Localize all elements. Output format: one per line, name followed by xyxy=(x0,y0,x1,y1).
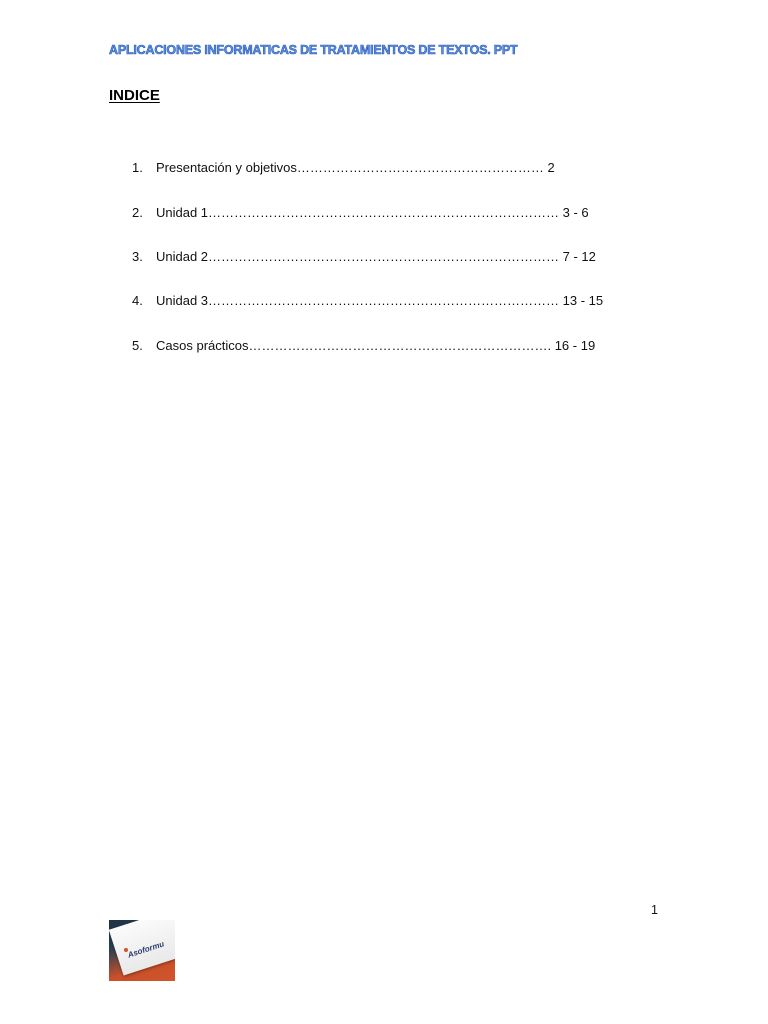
index-heading: INDICE xyxy=(109,87,160,104)
page-number: 1 xyxy=(651,903,658,917)
toc-entry-text: Presentación y objetivos………………………………………………… 2 xyxy=(156,160,555,175)
toc-entry xyxy=(132,292,603,310)
toc-entry-number: 3. xyxy=(132,249,143,264)
toc-entry xyxy=(132,159,555,177)
toc-entry-text: Casos prácticos……………………………………………………………. 16 - 19 xyxy=(156,338,596,353)
toc-entry-text: Unidad 1……………………………………………………………………… 3 - 6 xyxy=(156,205,589,220)
toc-entry xyxy=(132,204,589,222)
toc-entry-number: 2. xyxy=(132,205,143,220)
toc-entry xyxy=(132,248,596,266)
document-header-title: APLICACIONES INFORMATICAS DE TRATAMIENTOS DE TEXTOS. PPT xyxy=(109,43,518,57)
toc-entry-text: Unidad 2……………………………………………………………………… 7 - 12 xyxy=(156,249,596,264)
toc-entry-number: 1. xyxy=(132,160,143,175)
toc-entry-text: Unidad 3……………………………………………………………………… 13 - 15 xyxy=(156,293,604,308)
toc-entry xyxy=(132,337,595,355)
toc-entry-number: 4. xyxy=(132,293,143,308)
logo-text: Asoformu xyxy=(126,939,166,960)
toc-entry-number: 5. xyxy=(132,338,143,353)
company-logo xyxy=(109,920,175,981)
